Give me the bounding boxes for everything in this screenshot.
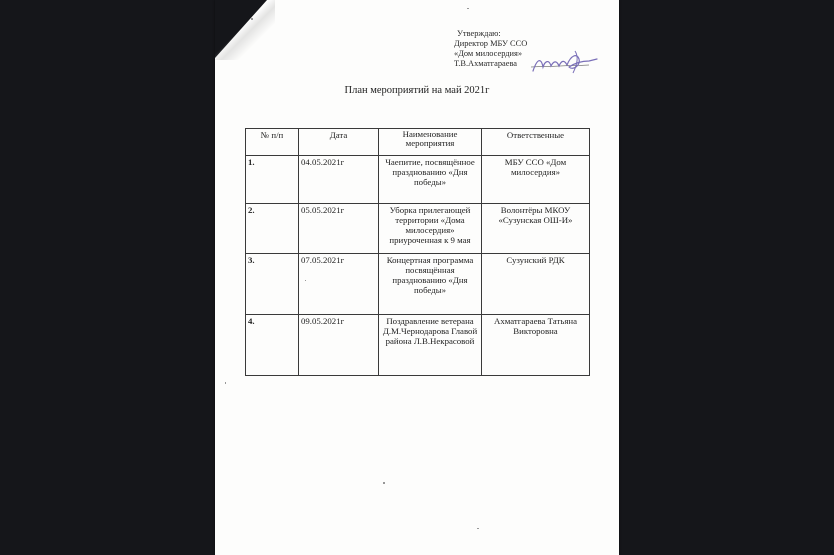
row-responsible: Ахматгараева Татьяна Викторовна xyxy=(482,315,590,376)
approval-line-2: Директор МБУ ССО xyxy=(454,39,528,48)
paper-speck xyxy=(251,18,253,20)
table-row xyxy=(246,315,590,376)
approval-line-3: «Дом милосердия» xyxy=(454,49,523,58)
row-responsible: Сузунский РДК xyxy=(482,254,590,315)
row-event-name: Поздравление ветерана Д.М.Чернодарова Главой района Л.В.Некрасовой xyxy=(379,315,482,376)
header-num: № п/п xyxy=(246,129,299,156)
approval-line-4: Т.В.Ахматгараева xyxy=(454,59,518,68)
row-date: 09.05.2021г xyxy=(299,315,379,376)
paper-speck xyxy=(477,528,479,529)
paper-speck xyxy=(305,280,306,281)
paper-speck xyxy=(225,382,226,384)
row-event-name: Чаепитие, посвящённое празднованию «Дня победы» xyxy=(379,156,482,204)
table-row xyxy=(246,204,590,254)
row-event-name: Концертная программа посвящённая празднованию «Дня победы» xyxy=(379,254,482,315)
paper-speck xyxy=(383,482,385,484)
row-date: 07.05.2021г xyxy=(299,254,379,315)
row-responsible: МБУ ССО «Дом милосердия» xyxy=(482,156,590,204)
row-responsible: Волонтёры МКОУ «Сузунская ОШ-И» xyxy=(482,204,590,254)
approval-line-1: Утверждаю: xyxy=(457,29,501,38)
paper-speck xyxy=(467,8,469,9)
row-num: 2. xyxy=(246,204,299,254)
row-date: 05.05.2021г xyxy=(299,204,379,254)
events-table xyxy=(245,128,590,376)
row-num: 1. xyxy=(246,156,299,204)
header-name: Наименование мероприятия xyxy=(379,129,482,156)
table-header-row xyxy=(246,129,590,156)
row-num: 4. xyxy=(246,315,299,376)
header-resp: Ответственные xyxy=(482,129,590,156)
document-page xyxy=(215,0,619,555)
row-num: 3. xyxy=(246,254,299,315)
fold-shadow xyxy=(215,0,275,60)
table-row xyxy=(246,254,590,315)
header-date: Дата xyxy=(299,129,379,156)
document-title: План мероприятий на май 2021г xyxy=(344,85,490,96)
row-event-name: Уборка прилегающей территории «Дома милосердия» приуроченная к 9 мая xyxy=(379,204,482,254)
row-date: 04.05.2021г xyxy=(299,156,379,204)
approval-block xyxy=(454,29,527,69)
signature xyxy=(529,49,599,77)
table-row xyxy=(246,156,590,204)
